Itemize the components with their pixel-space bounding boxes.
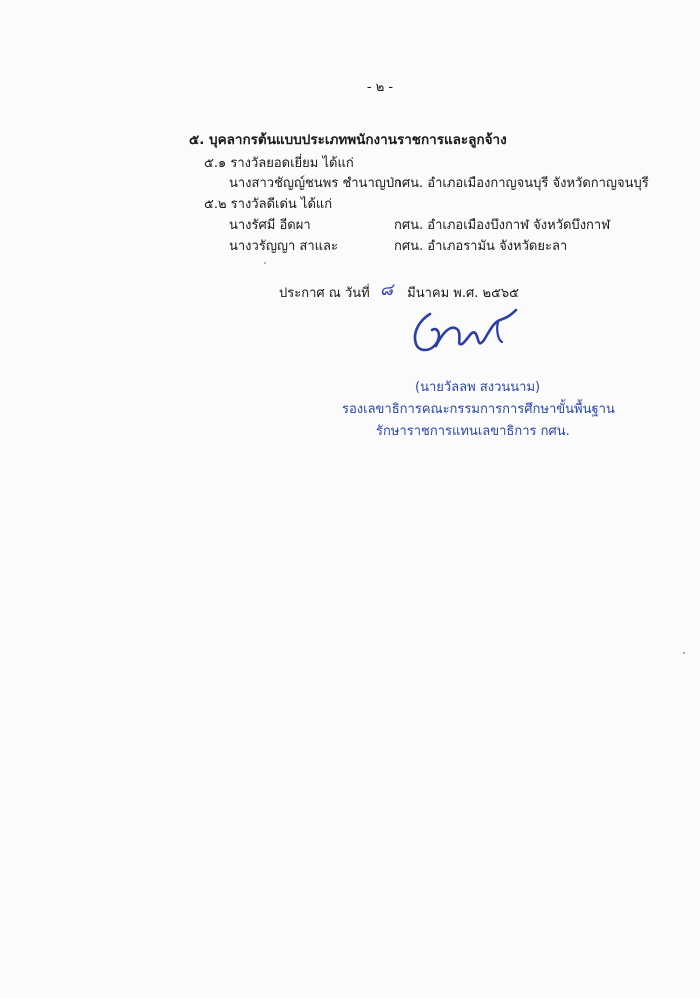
awardee-name: นางสาวชัญญ์ชนพร ชำนาญป่า [229,176,402,191]
signature-image [402,300,532,360]
signatory-name: (นายวัลลพ สงวนนาม) [415,380,541,395]
awardee-org: กศน. อำเภอรามัน จังหวัดยะลา [394,239,568,254]
awardee-name: นางรัศมี อีดผา [229,218,311,233]
subsection-title-outstanding: ๕.๒ รางวัลดีเด่น ได้แก่ [204,197,333,212]
section-heading: ๕. บุคลากรต้นแบบประเภทพนักงานราชการและลูกจ้าง [189,132,507,148]
announcement-month-year: มีนาคม พ.ศ. ๒๕๖๕ [407,286,520,301]
handwritten-day: ๘ [379,280,393,300]
scan-speck [683,652,685,654]
page-number: - ๒ - [366,80,394,95]
awardee-org: กศน. อำเภอเมืองกาญจนบุรี จังหวัดกาญจนบุรี [394,176,649,191]
signatory-title-2: รักษาราชการแทนเลขาธิการ กศน. [376,424,570,439]
scan-speck [264,262,266,264]
awardee-org: กศน. อำเภอเมืองบึงกาฬ จังหวัดบึงกาฬ [394,218,611,233]
announcement-prefix: ประกาศ ณ วันที่ [279,286,370,301]
subsection-title-excellent: ๕.๑ รางวัลยอดเยี่ยม ได้แก่ [204,156,354,171]
awardee-name: นางวรัญญา สาและ [229,239,338,254]
signatory-title-1: รองเลขาธิการคณะกรรมการการศึกษาขั้นพื้นฐาน [342,402,615,417]
